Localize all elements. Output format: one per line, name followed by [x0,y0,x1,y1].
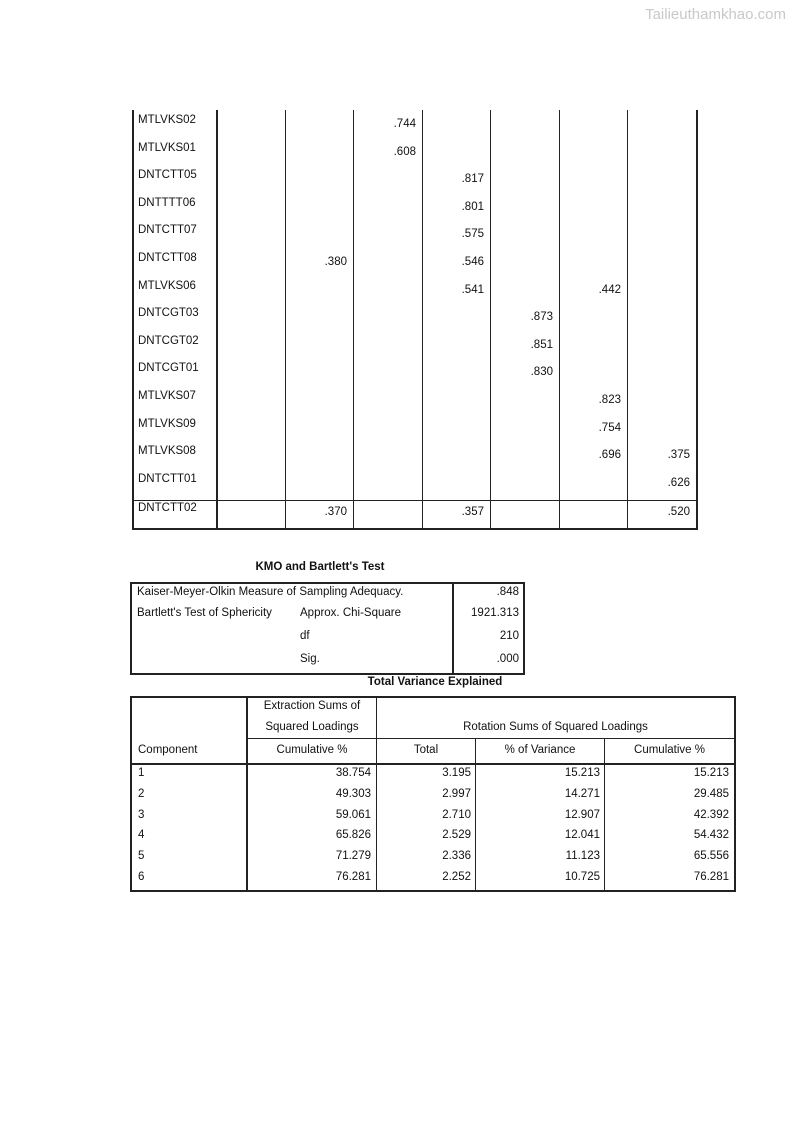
tve-title: Total Variance Explained [367,676,503,688]
chi-square-label: Approx. Chi-Square [300,607,401,619]
tve-pct-variance: 10.725 [564,871,600,883]
matrix-loading-value: .873 [530,311,553,324]
matrix-column-line [422,110,423,530]
matrix-loading-value: .575 [461,228,484,241]
matrix-loading-value: .380 [324,256,347,268]
rotated-component-matrix [132,110,698,530]
header-total: Total [413,744,439,756]
header-extraction-line2: Squared Loadings [265,721,359,733]
matrix-loading-value: .744 [393,118,416,130]
tve-component: 5 [138,850,145,863]
tve-pct-variance: 11.123 [565,850,600,863]
matrix-row-label: DNTCGT01 [138,362,199,375]
matrix-column-line [285,110,286,530]
header-extraction-cumulative: Cumulative % [276,744,348,756]
matrix-column-line [559,110,560,530]
matrix-row-label: MTLVKS09 [138,417,196,430]
tve-component: 2 [138,787,145,800]
matrix-loading-value: .626 [667,476,690,489]
tve-total: 2.997 [442,787,471,800]
tve-pct-variance: 12.041 [564,829,600,842]
tve-extraction-cumulative: 49.303 [335,787,371,800]
tve-pct-variance: 12.907 [564,808,600,821]
tve-pct-variance: 14.271 [564,787,600,800]
tve-extraction-cumulative: 65.826 [335,829,371,842]
matrix-row-label: DNTTTT06 [138,196,196,209]
matrix-row-label: DNTCTT02 [138,502,197,514]
df-label: df [300,630,310,642]
matrix-loading-value: .696 [598,449,621,462]
tve-component: 6 [138,871,145,883]
matrix-row-label: DNTCGT03 [138,307,199,320]
kmo-title: KMO and Bartlett's Test [255,561,385,573]
header-rotation: Rotation Sums of Squared Loadings [463,721,648,733]
tve-rotation-cumulative: 76.281 [693,871,729,883]
tve-component: 3 [138,808,145,821]
matrix-row-label: DNTCTT08 [138,252,197,264]
tve-component: 1 [138,767,145,779]
tve-total: 3.195 [442,767,471,779]
matrix-row-label: MTLVKS08 [138,445,196,458]
matrix-loading-value: .801 [461,200,484,213]
tve-extraction-cumulative: 59.061 [335,808,371,821]
df-value: 210 [499,630,519,642]
tve-extraction-cumulative: 76.281 [335,871,371,883]
matrix-loading-value: .357 [461,506,484,518]
kmo-table [130,582,525,675]
matrix-row-label: MTLVKS01 [138,141,196,154]
header-pct-variance: % of Variance [504,744,576,756]
tve-total: 2.336 [442,850,471,863]
matrix-loading-value: .754 [598,421,621,434]
matrix-row-label: DNTCTT07 [138,224,197,237]
tve-extraction-cumulative: 71.279 [335,850,371,863]
total-variance-table [130,696,736,892]
tve-rotation-cumulative: 29.485 [693,787,729,800]
matrix-row-label: DNTCGT02 [138,334,199,347]
matrix-row-label: DNTCTT01 [138,472,197,485]
bartlett-label: Bartlett's Test of Sphericity [137,607,272,619]
matrix-column-line [353,110,354,530]
header-component: Component [138,744,198,756]
tve-rotation-cumulative: 54.432 [693,829,729,842]
matrix-row-line [132,500,698,501]
matrix-loading-value: .370 [324,506,347,518]
header-rotation-cumulative: Cumulative % [634,744,705,756]
matrix-column-line [696,110,698,530]
matrix-loading-value: .823 [598,394,621,406]
matrix-column-line [627,110,628,530]
matrix-loading-value: .442 [598,283,621,296]
matrix-column-line [216,110,218,530]
matrix-column-line [132,110,134,530]
matrix-loading-value: .608 [393,145,416,158]
tve-extraction-cumulative: 38.754 [335,767,371,779]
matrix-row-label: DNTCTT05 [138,169,197,182]
tve-rotation-cumulative: 65.556 [693,850,729,863]
tve-component: 4 [138,829,145,842]
matrix-loading-value: .546 [461,256,484,268]
kmo-measure-label: Kaiser-Meyer-Olkin Measure of Sampling Adequacy. [137,586,404,598]
matrix-loading-value: .541 [461,283,484,296]
matrix-row-label: MTLVKS07 [138,390,196,402]
matrix-loading-value: .830 [530,366,553,379]
matrix-column-line [490,110,491,530]
header-extraction-line1: Extraction Sums of [263,700,361,712]
watermark-text: Tailieuthamkhao.com [645,6,786,23]
tve-rotation-cumulative: 42.392 [693,808,729,821]
matrix-loading-value: .851 [530,338,553,351]
sig-label: Sig. [300,653,320,665]
tve-total: 2.252 [442,871,471,883]
tve-total: 2.710 [442,808,471,821]
matrix-row-label: MTLVKS02 [138,114,196,126]
tve-pct-variance: 15.213 [564,767,600,779]
matrix-row-label: MTLVKS06 [138,279,196,292]
chi-square-value: 1921.313 [471,607,519,619]
matrix-row-line [132,528,698,530]
matrix-loading-value: .817 [461,173,484,186]
matrix-loading-value: .520 [667,506,690,518]
sig-value: .000 [496,653,519,665]
matrix-loading-value: .375 [667,449,690,462]
tve-rotation-cumulative: 15.213 [693,767,729,779]
kmo-measure-value: .848 [496,586,519,598]
tve-total: 2.529 [442,829,471,842]
